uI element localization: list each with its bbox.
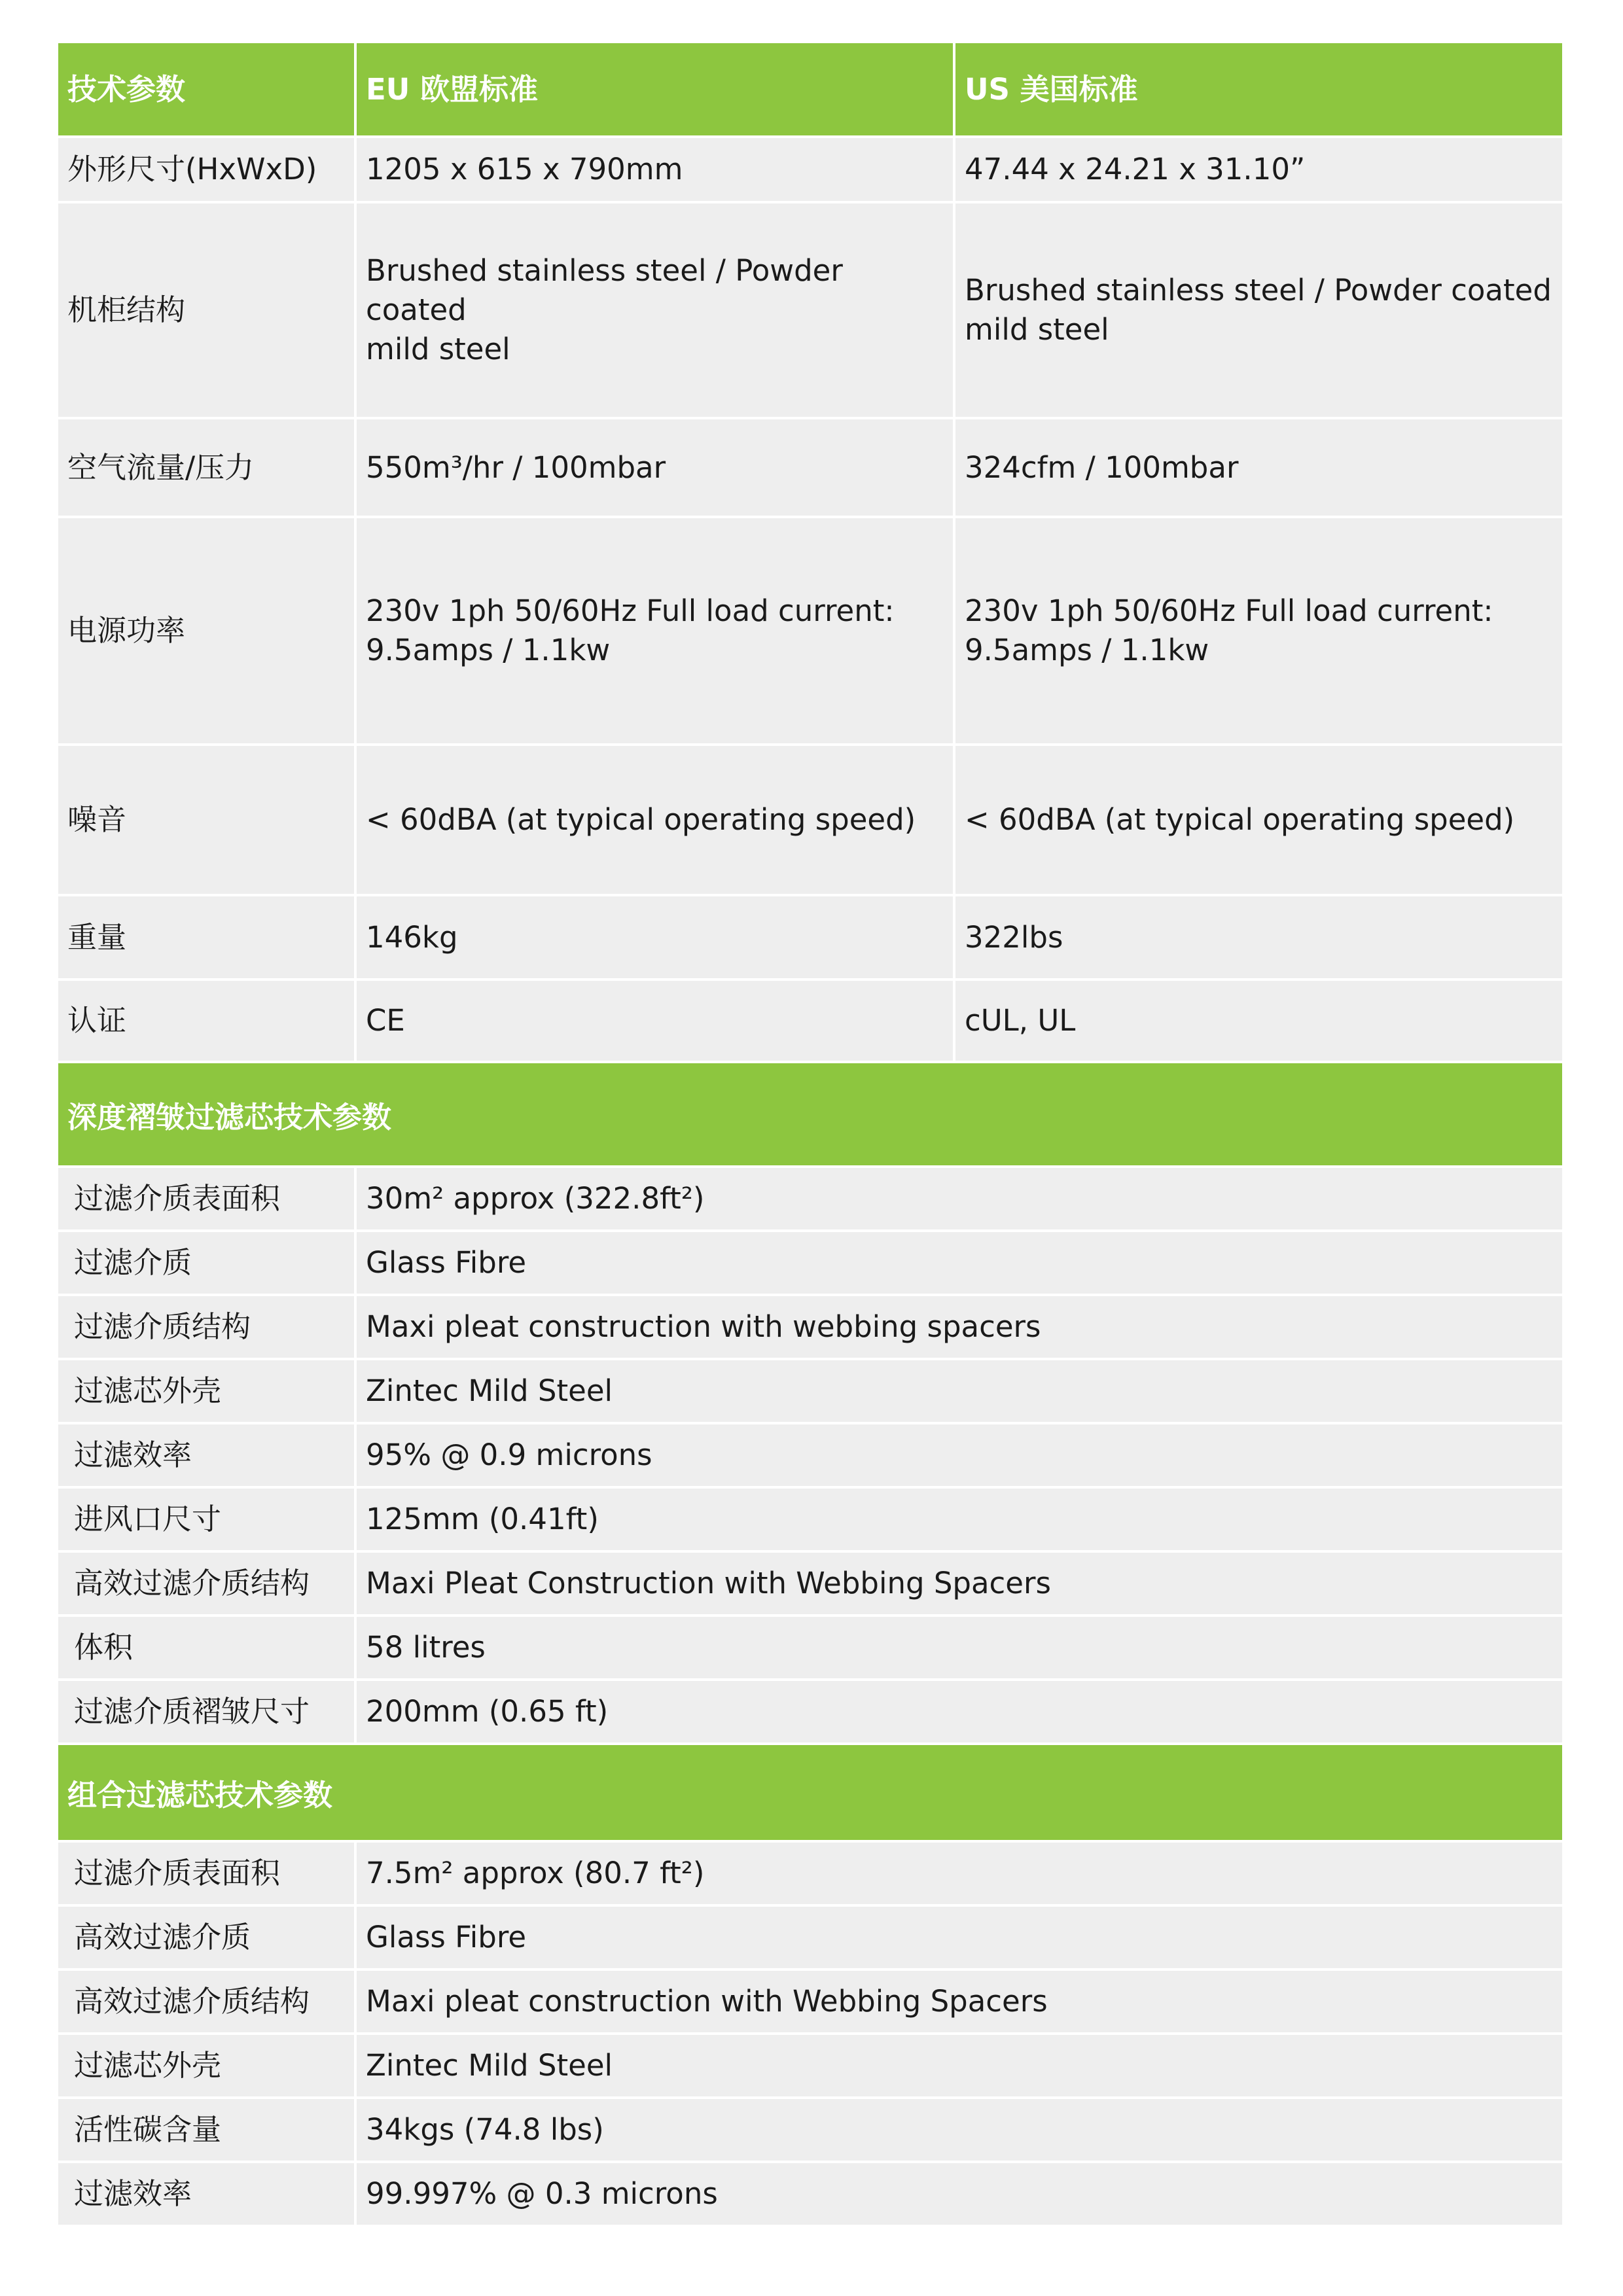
table-row (58, 2099, 1562, 2163)
param-value: 95% @ 0.9 microns (357, 1424, 1562, 1489)
param-label: 体积 (58, 1617, 357, 1681)
header-us: US 美国标准 (955, 43, 1562, 138)
header-param: 技术参数 (58, 43, 357, 138)
table-row (58, 1232, 1562, 1296)
us-value: 230v 1ph 50/60Hz Full load current: 9.5amps / 1.1kw (955, 518, 1562, 746)
section-title-deep-pleat: 深度褶皱过滤芯技术参数 (58, 1063, 1562, 1168)
param-value: 200mm (0.65 ft) (357, 1681, 1562, 1745)
param-label: 外形尺寸(HxWxD) (58, 138, 357, 203)
param-label: 过滤芯外壳 (58, 1360, 357, 1424)
eu-value: Brushed stainless steel / Powder coated mild steel (357, 203, 955, 419)
param-value: 30m² approx (322.8ft²) (357, 1168, 1562, 1232)
param-label: 过滤芯外壳 (58, 2035, 357, 2099)
param-value: 125mm (0.41ft) (357, 1489, 1562, 1553)
param-value: 34kgs (74.8 lbs) (357, 2099, 1562, 2163)
param-value: Zintec Mild Steel (357, 1360, 1562, 1424)
table-row (58, 1168, 1562, 1232)
param-value: 58 litres (357, 1617, 1562, 1681)
table-row (58, 419, 1562, 518)
param-value: Maxi Pleat Construction with Webbing Spacers (357, 1553, 1562, 1617)
param-label: 高效过滤介质 (58, 1907, 357, 1971)
eu-value: 146kg (357, 896, 955, 981)
eu-value: 230v 1ph 50/60Hz Full load current: 9.5amps / 1.1kw (357, 518, 955, 746)
table-row (58, 1971, 1562, 2035)
table-row (58, 1617, 1562, 1681)
param-label: 空气流量/压力 (58, 419, 357, 518)
us-value: 324cfm / 100mbar (955, 419, 1562, 518)
table-row (58, 1907, 1562, 1971)
param-label: 过滤介质 (58, 1232, 357, 1296)
param-label: 过滤介质结构 (58, 1296, 357, 1360)
table-row (58, 1843, 1562, 1907)
eu-value: < 60dBA (at typical operating speed) (357, 746, 955, 896)
param-label: 电源功率 (58, 518, 357, 746)
table-row (58, 981, 1562, 1063)
param-value: Maxi pleat construction with webbing spacers (357, 1296, 1562, 1360)
table-row (58, 138, 1562, 203)
eu-value: CE (357, 981, 955, 1063)
table-row (58, 1489, 1562, 1553)
eu-value: 550m³/hr / 100mbar (357, 419, 955, 518)
param-label: 噪音 (58, 746, 357, 896)
param-value: Glass Fibre (357, 1907, 1562, 1971)
param-label: 过滤效率 (58, 2163, 357, 2227)
param-value: Zintec Mild Steel (357, 2035, 1562, 2099)
param-label: 认证 (58, 981, 357, 1063)
section-title-combo: 组合过滤芯技术参数 (58, 1745, 1562, 1843)
spec-table-header (58, 43, 1562, 138)
table-row (58, 746, 1562, 896)
us-value: Brushed stainless steel / Powder coated mild steel (955, 203, 1562, 419)
param-value: Maxi pleat construction with Webbing Spacers (357, 1971, 1562, 2035)
param-label: 过滤介质表面积 (58, 1843, 357, 1907)
us-value: 322lbs (955, 896, 1562, 981)
table-row (58, 2163, 1562, 2227)
table-row (58, 2035, 1562, 2099)
param-label: 高效过滤介质结构 (58, 1971, 357, 2035)
param-label: 活性碳含量 (58, 2099, 357, 2163)
table-row (58, 896, 1562, 981)
param-label: 机柜结构 (58, 203, 357, 419)
us-value: cUL, UL (955, 981, 1562, 1063)
param-label: 过滤介质表面积 (58, 1168, 357, 1232)
eu-value: 1205 x 615 x 790mm (357, 138, 955, 203)
table-row (58, 1553, 1562, 1617)
param-value: Glass Fibre (357, 1232, 1562, 1296)
param-label: 过滤效率 (58, 1424, 357, 1489)
table-row (58, 1424, 1562, 1489)
header-eu: EU 欧盟标准 (357, 43, 955, 138)
param-label: 进风口尺寸 (58, 1489, 357, 1553)
param-label: 过滤介质褶皱尺寸 (58, 1681, 357, 1745)
param-label: 重量 (58, 896, 357, 981)
table-row (58, 1681, 1562, 1745)
table-row (58, 1296, 1562, 1360)
spec-sheet (58, 43, 1562, 2227)
param-value: 99.997% @ 0.3 microns (357, 2163, 1562, 2227)
table-row (58, 518, 1562, 746)
param-value: 7.5m² approx (80.7 ft²) (357, 1843, 1562, 1907)
param-label: 高效过滤介质结构 (58, 1553, 357, 1617)
deep-pleat-table (58, 1168, 1562, 1745)
table-row (58, 203, 1562, 419)
combo-table (58, 1843, 1562, 2227)
us-value: < 60dBA (at typical operating speed) (955, 746, 1562, 896)
table-row (58, 1360, 1562, 1424)
us-value: 47.44 x 24.21 x 31.10” (955, 138, 1562, 203)
